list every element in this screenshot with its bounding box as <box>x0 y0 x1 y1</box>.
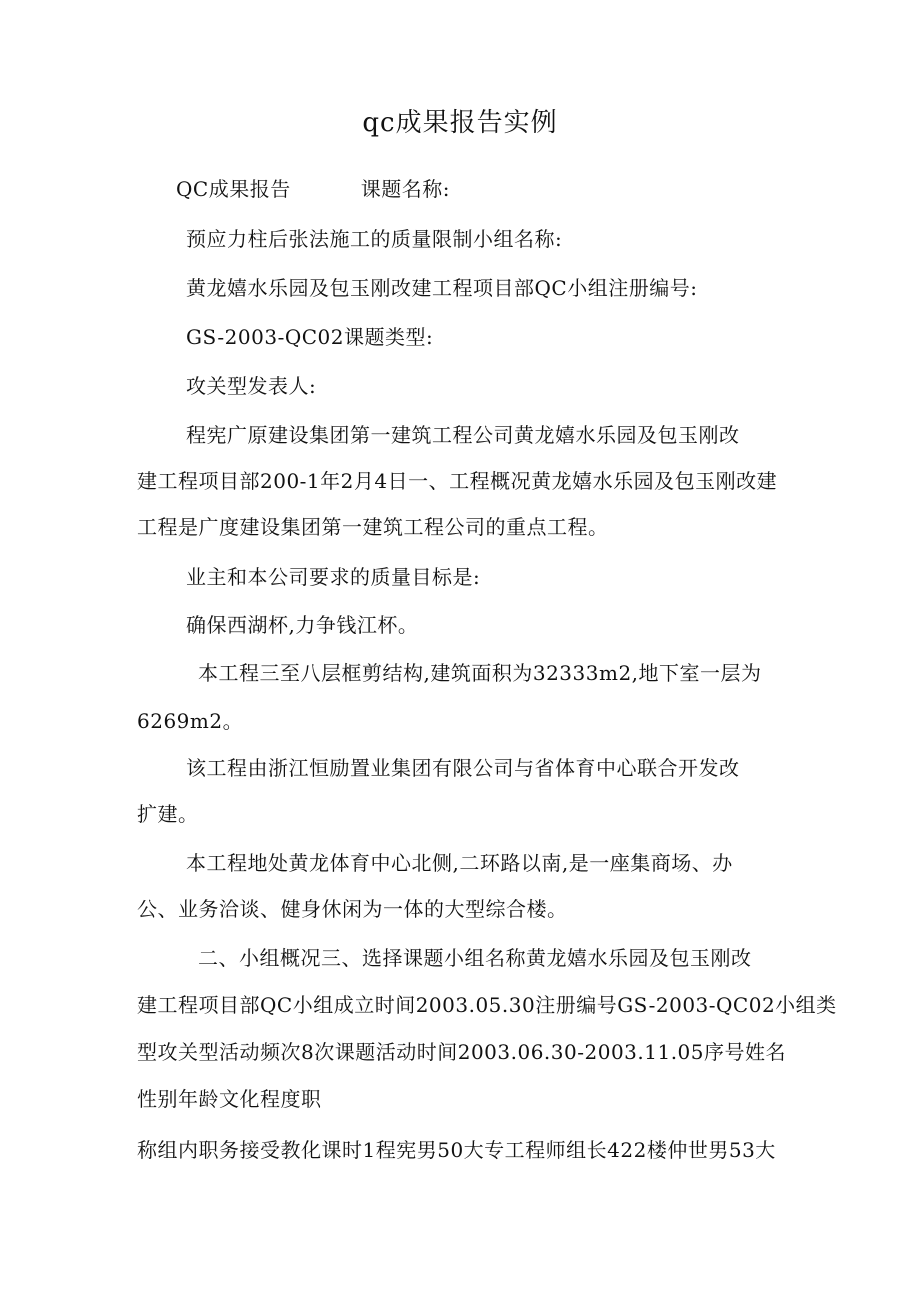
paragraph-line: 本工程地处黄龙体育中心北侧,二环路以南,是一座集商场、办 <box>186 851 733 875</box>
paragraph-line: 本工程三至八层框剪结构,建筑面积为32333m2,地下室一层为 <box>198 661 762 685</box>
paragraph-line: 程宪广原建设集团第一建筑工程公司黄龙嬉水乐园及包玉刚改 <box>186 423 740 447</box>
paragraph-line: 6269m2。 <box>137 709 244 733</box>
paragraph-line: 建工程项目部200-1年2月4日一、工程概况黄龙嬉水乐园及包玉刚改建 <box>137 469 778 493</box>
header-row <box>176 174 450 204</box>
topic-label: 课题名称: <box>360 177 450 201</box>
paragraph-line: 扩建。 <box>137 802 199 826</box>
paragraph-line: 型攻关型活动频次8次课题活动时间2003.06.30-2003.11.05序号姓名 <box>137 1040 787 1064</box>
paragraph-line: 称组内职务接受教化课时1程宪男50大专工程师组长422楼仲世男53大 <box>137 1138 776 1162</box>
paragraph-line: 预应力柱后张法施工的质量限制小组名称: <box>186 227 563 251</box>
paragraph-line: 黄龙嬉水乐园及包玉刚改建工程项目部QC小组注册编号: <box>186 276 698 300</box>
document-title: qc成果报告实例 <box>362 108 558 138</box>
paragraph-line: 业主和本公司要求的质量目标是: <box>186 565 481 589</box>
paragraph-line: 该工程由浙江恒励置业集团有限公司与省体育中心联合开发改 <box>186 756 740 780</box>
report-label: QC成果报告 <box>176 177 291 201</box>
paragraph-line: 攻关型发表人: <box>186 374 317 398</box>
paragraph-line: 确保西湖杯,力争钱江杯。 <box>186 613 419 637</box>
paragraph-line: 公、业务洽谈、健身休闲为一体的大型综合楼。 <box>137 897 568 921</box>
paragraph-line: 建工程项目部QC小组成立时间2003.05.30注册编号GS-2003-QC02小组类 <box>137 993 837 1017</box>
paragraph-line: GS-2003-QC02课题类型: <box>186 325 434 349</box>
paragraph-line: 工程是广度建设集团第一建筑工程公司的重点工程。 <box>137 515 609 539</box>
paragraph-line: 二、小组概况三、选择课题小组名称黄龙嬉水乐园及包玉刚改 <box>198 946 752 970</box>
paragraph-line: 性别年龄文化程度职 <box>137 1087 322 1111</box>
